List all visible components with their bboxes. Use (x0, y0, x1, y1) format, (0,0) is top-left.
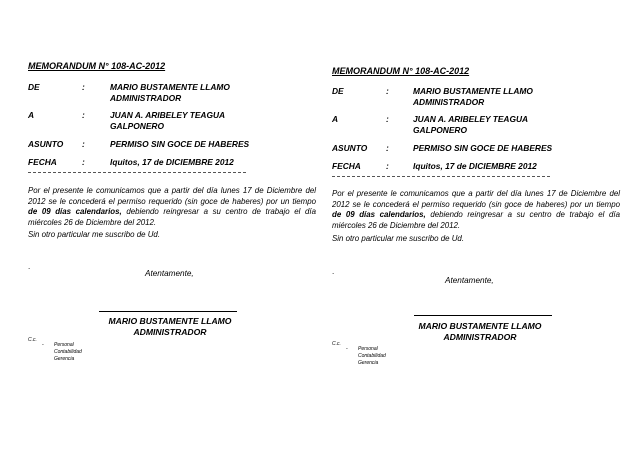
signature-name: MARIO BUSTAMENTE LLAMO (108, 316, 232, 326)
de-label: DE (28, 82, 40, 92)
atentamente-text: Atentamente, (145, 269, 194, 278)
memo-left (28, 0, 316, 451)
cc-item: Gerencia (54, 356, 75, 362)
memo-title: MEMORANDUM N° 108-AC-2012 (28, 61, 166, 71)
de-name: MARIO BUSTAMENTE LLAMO (110, 82, 230, 92)
asunto-value: PERMISO SIN GOCE DE HABERES (110, 139, 250, 149)
memo-body (332, 189, 620, 231)
signature-block (90, 316, 250, 338)
signature-line (414, 315, 552, 316)
cc-items (358, 346, 386, 367)
de-role: ADMINISTRADOR (413, 97, 485, 107)
atentamente-text: Atentamente, (445, 276, 494, 285)
body-text-2: debiendo reingresar a su centro de trabajo el día miércoles 26 de Diciembre del 2012. (332, 210, 620, 230)
cc-item: Personal (358, 346, 378, 352)
asunto-label: ASUNTO (28, 139, 64, 149)
asunto-colon: : (386, 143, 389, 153)
memo-title: MEMORANDUM N° 108-AC-2012 (332, 66, 470, 76)
de-colon: : (82, 82, 85, 92)
fecha-colon: : (386, 161, 389, 171)
de-name: MARIO BUSTAMENTE LLAMO (413, 86, 533, 96)
memo-body (28, 186, 316, 228)
cc-item: Contabilidad (358, 353, 386, 359)
cc-bullet: - (42, 342, 44, 348)
dot-mark: . (332, 267, 335, 276)
dot-mark: . (28, 262, 31, 271)
cc-item: Personal (54, 342, 74, 348)
de-role: ADMINISTRADOR (110, 93, 182, 103)
a-colon: : (82, 110, 85, 120)
asunto-value: PERMISO SIN GOCE DE HABERES (413, 143, 553, 153)
body-text-1: Por el presente le comunicamos que a partir del día lunes 17 de Diciembre del 2012 se le concederá el permiso requerido (sin goce de haberes) por un tiempo (332, 189, 620, 209)
cc-item: Gerencia (358, 360, 379, 366)
a-role: GALPONERO (110, 121, 164, 131)
body-text-bold: de 09 días calendarios, (28, 207, 122, 217)
closing-text: Sin otro particular me suscribo de Ud. (332, 234, 465, 243)
cc-item: Contabilidad (54, 349, 82, 355)
fecha-colon: : (82, 157, 85, 167)
signature-line (99, 311, 237, 312)
body-text-bold: de 09 días calendarios, (332, 210, 426, 220)
fecha-label: FECHA (332, 161, 361, 171)
cc-bullet: - (346, 346, 348, 352)
a-colon: : (386, 114, 389, 124)
a-label: A (332, 114, 339, 124)
a-role: GALPONERO (413, 125, 467, 135)
closing-text: Sin otro particular me suscribo de Ud. (28, 230, 161, 239)
separator-line (332, 176, 550, 177)
fecha-label: FECHA (28, 157, 57, 167)
signature-role: ADMINISTRADOR (443, 332, 517, 342)
a-name: JUAN A. ARIBELEY TEAGUA (110, 110, 226, 120)
asunto-label: ASUNTO (332, 143, 368, 153)
de-colon: : (386, 86, 389, 96)
fecha-value: Iquitos, 17 de DICIEMBRE 2012 (413, 161, 537, 171)
signature-name: MARIO BUSTAMENTE LLAMO (418, 321, 542, 331)
asunto-colon: : (82, 139, 85, 149)
cc-label: C.c. (332, 341, 341, 347)
a-name: JUAN A. ARIBELEY TEAGUA (413, 114, 529, 124)
cc-label: C.c. (28, 337, 37, 343)
de-label: DE (332, 86, 344, 96)
memo-right (332, 0, 620, 451)
de-value (413, 86, 623, 108)
fecha-value: Iquitos, 17 de DICIEMBRE 2012 (110, 157, 234, 167)
a-value (413, 114, 623, 136)
body-text-2: debiendo reingresar a su centro de trabajo el día miércoles 26 de Diciembre del 2012. (28, 207, 316, 227)
signature-block (400, 321, 560, 343)
signature-role: ADMINISTRADOR (133, 327, 207, 337)
body-text-1: Por el presente le comunicamos que a partir del día lunes 17 de Diciembre del 2012 se le concederá el permiso requerido (sin goce de haberes) por un tiempo (28, 186, 316, 206)
separator-line (28, 172, 246, 173)
cc-items (54, 342, 82, 363)
a-value (110, 110, 320, 132)
a-label: A (28, 110, 35, 120)
de-value (110, 82, 320, 104)
